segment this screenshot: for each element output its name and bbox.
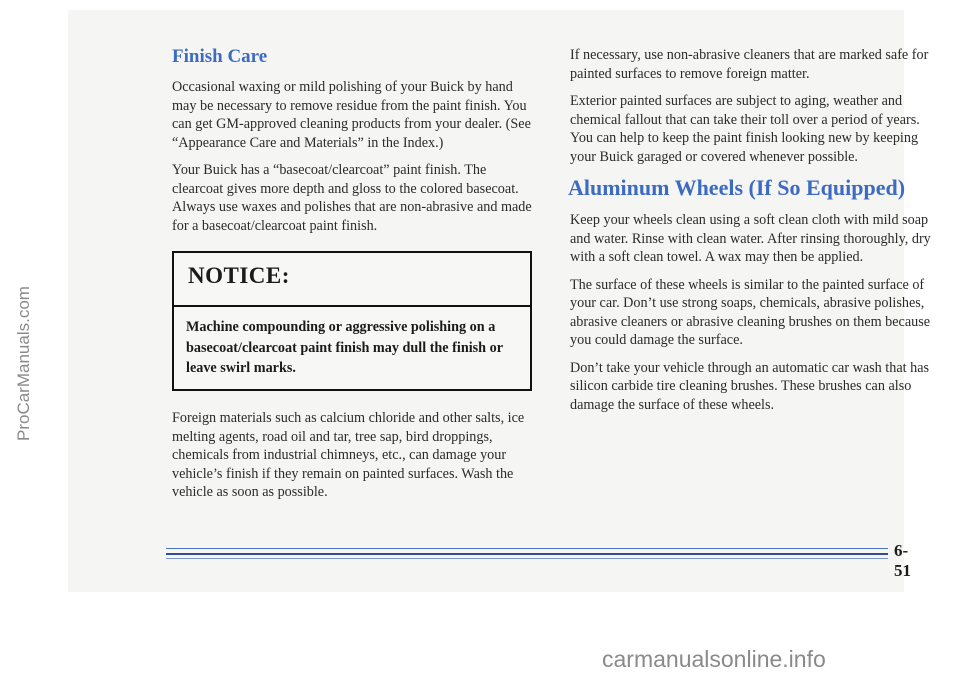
side-watermark — [11, 186, 33, 466]
right-column — [570, 46, 940, 423]
finish-care-paragraph-2: Your Buick has a “basecoat/clearcoat” paint finish. The clearcoat gives more depth and gloss to the colored basecoat. Always use waxes and polishes that are non-abrasive and made for a basecoat/clearcoat paint finish. — [172, 162, 532, 234]
notice-title: NOTICE: — [188, 263, 290, 288]
cleaner-paragraph: If necessary, use non-abrasive cleaners that are marked safe for painted surfaces to remove foreign matter. — [570, 47, 929, 82]
aluminum-wheels-heading: Aluminum Wheels (If So Equipped) — [568, 175, 906, 200]
notice-box — [172, 251, 532, 391]
left-column — [172, 46, 534, 511]
page-number: 6-51 — [894, 541, 911, 580]
wheels-paragraph-3: Don’t take your vehicle through an automatic car wash that has silicon carbide tire cleaning brushes. These brushes can also damage the surface of these wheels. — [570, 359, 930, 413]
manual-page — [68, 10, 931, 592]
side-watermark-text: ProCarManuals.com — [14, 286, 33, 441]
bottom-watermark: carmanualsonline.info — [602, 646, 826, 672]
wheels-paragraph-1: Keep your wheels clean using a soft clean cloth with mild soap and water. Rinse with clean water. After rinsing thoroughly, dry with a soft clean towel. A wax may then be applied. — [570, 212, 931, 265]
foreign-materials-paragraph: Foreign materials such as calcium chloride and other salts, ice melting agents, road oil and tar, tree sap, bird droppings, chemicals from industrial chimneys, etc., can damage your vehicle’s finish if they remain on painted surfaces. Wash the vehicle as soon as possible. — [172, 410, 525, 500]
finish-care-paragraph-1: Occasional waxing or mild polishing of your Buick by hand may be necessary to remove residue from the paint finish. You can get GM-approved cleaning products from your dealer. (See “Appearance Care and Materials” in the Index.) — [172, 79, 531, 151]
notice-body: Machine compounding or aggressive polishing on a basecoat/clearcoat paint finish may dull the finish or leave swirl marks. — [186, 319, 503, 376]
footer-rule-line-top — [166, 548, 888, 549]
footer-rule-line-bottom — [166, 558, 888, 559]
footer-rule-line-middle — [166, 553, 888, 555]
notice-divider — [174, 305, 530, 307]
wheels-paragraph-2: The surface of these wheels is similar to the painted surface of your car. Don’t use strong soaps, chemicals, abrasive polishes, abrasive cleaners or abrasive cleaning brushes on them because you could damage the surface. — [570, 276, 931, 348]
finish-care-heading: Finish Care — [172, 46, 268, 67]
footer-rule — [166, 548, 888, 562]
aging-paragraph: Exterior painted surfaces are subject to aging, weather and chemical fallout that can take their toll over a period of years. You can help to keep the paint finish looking new by keeping your Buick garaged or covered whenever possible. — [570, 93, 920, 165]
